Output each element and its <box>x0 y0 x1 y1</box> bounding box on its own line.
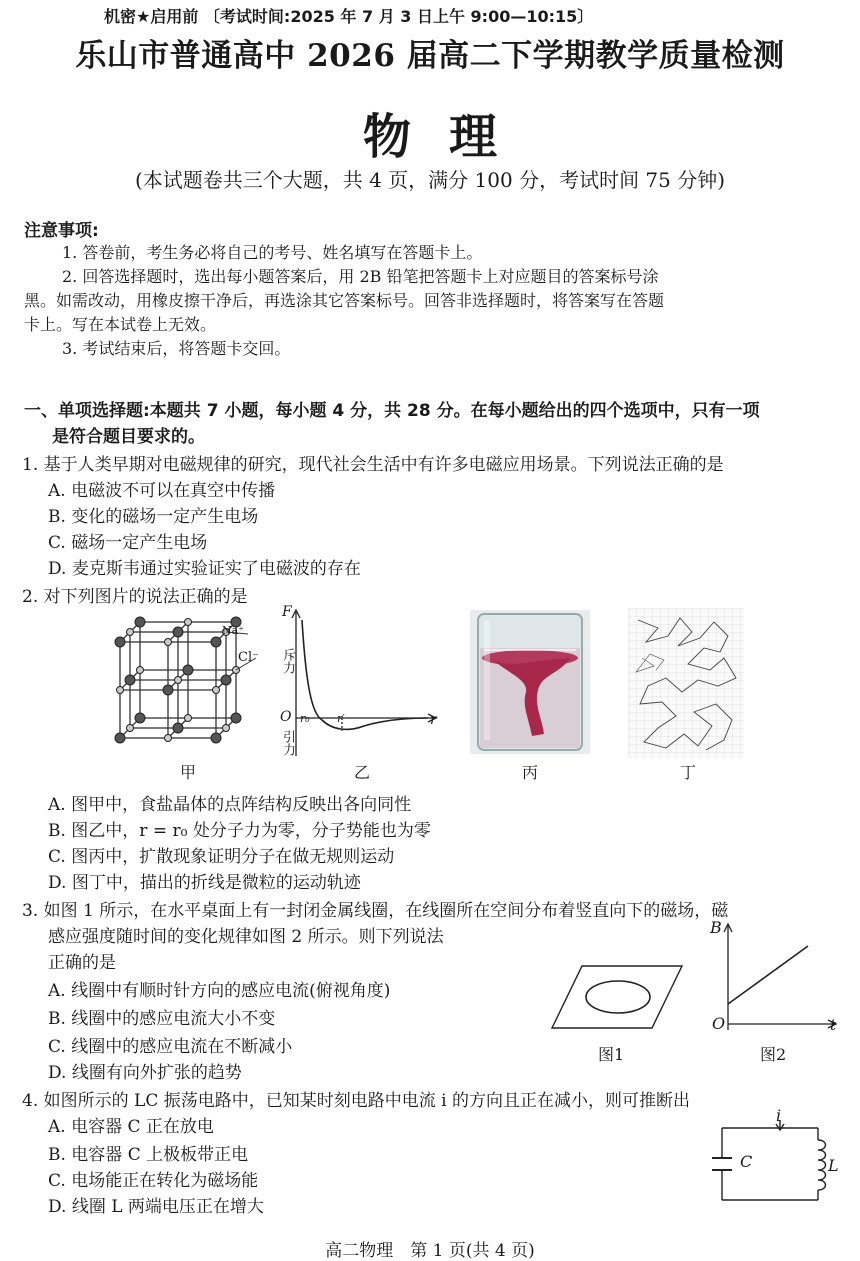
lc-circuit-diagram <box>700 1118 840 1208</box>
coil-on-table-figure <box>548 962 686 1034</box>
section-heading-line-2: 是符合题目要求的。 <box>52 427 205 447</box>
subject-title: 物理 <box>362 109 535 165</box>
q3-fig2-label: 图2 <box>760 1045 787 1064</box>
q1-option-b: B. 变化的磁场一定产生电场 <box>48 507 259 527</box>
exam-info: (本试题卷共三个大题，共 4 页，满分 100 分，考试时间 75 分钟) <box>134 168 726 192</box>
q4-option-a: A. 电容器 C 正在放电 <box>48 1117 214 1137</box>
r0-label: r₀ <box>300 712 310 725</box>
fig-label-jia: 甲 <box>180 763 197 782</box>
fig-label-yi: 乙 <box>354 763 371 782</box>
q2-stem: 2. 对下列图片的说法正确的是 <box>22 587 248 607</box>
q2-option-a: A. 图甲中，食盐晶体的点阵结构反映出各向同性 <box>48 795 412 815</box>
q3-stem-line-2: 感应强度随时间的变化规律如图 2 所示。则下列说法 <box>48 927 444 947</box>
brownian-motion-trace <box>628 608 744 758</box>
b-t-origin-label: O <box>712 1014 726 1033</box>
q3-option-c: C. 线圈中的感应电流在不断减小 <box>48 1037 293 1057</box>
note-2-line-1: 2. 回答选择题时，选出每小题答案后，用 2B 铅笔把答题卡上对应题目的答案标号涂 <box>62 267 659 286</box>
q1-option-d: D. 麦克斯韦通过实验证实了电磁波的存在 <box>48 559 361 579</box>
section-heading-line-1: 一、单项选择题:本题共 7 小题，每小题 4 分，共 28 分。在每小题给出的四个选项中，只有一项 <box>24 401 760 421</box>
q2-option-d: D. 图丁中，描出的折线是微粒的运动轨迹 <box>48 873 361 893</box>
fig-label-ding: 丁 <box>680 763 697 782</box>
q3-option-d: D. 线圈有向外扩张的趋势 <box>48 1063 242 1083</box>
q2-option-b: B. 图乙中，r = r₀ 处分子力为零，分子势能也为零 <box>48 821 431 841</box>
t-axis-label: t <box>830 1016 837 1034</box>
q1-option-a: A. 电磁波不可以在真空中传播 <box>48 481 276 501</box>
q3-stem-line-1: 3. 如图 1 所示，在水平桌面上有一封闭金属线圈，在线圈所在空间分布着竖直向下的磁场，磁 <box>22 901 729 921</box>
axis-f-label: F <box>282 604 292 620</box>
q4-option-b: B. 电容器 C 上极板带正电 <box>48 1145 249 1165</box>
q1-stem: 1. 基于人类早期对电磁规律的研究，现代社会生活中有许多电磁应用场景。下列说法正确的是 <box>22 455 724 475</box>
current-i-label: i <box>776 1106 782 1125</box>
note-2-line-3: 卡上。写在本试卷上无效。 <box>24 315 217 334</box>
q1-option-c: C. 磁场一定产生电场 <box>48 533 208 553</box>
q3-option-b: B. 线圈中的感应电流大小不变 <box>48 1009 276 1029</box>
diffusion-beaker-photo <box>470 610 590 754</box>
b-t-graph <box>712 920 842 1036</box>
repulsion-label: 斥力 <box>280 648 295 674</box>
inductor-l-label: L <box>828 1156 839 1175</box>
q3-stem-line-3: 正确的是 <box>48 953 116 973</box>
capacitor-c-label: C <box>740 1152 753 1171</box>
force-distance-graph <box>272 606 444 766</box>
notes-heading: 注意事项: <box>24 221 99 241</box>
q2-option-c: C. 图丙中，扩散现象证明分子在做无规则运动 <box>48 847 395 867</box>
q4-stem: 4. 如图所示的 LC 振荡电路中，已知某时刻电路中电流 i 的方向且正在减小，则可推断出 <box>22 1091 690 1111</box>
note-2-line-2: 黑。如需改动，用橡皮擦干净后，再选涂其它答案标号。回答非选择题时，将答案写在答题 <box>24 291 665 310</box>
r-prime-label: r′ <box>337 712 345 725</box>
exam-title: 乐山市普通高中 2026 届高二下学期教学质量检测 <box>75 38 785 74</box>
na-ion-label: Na⁺ <box>222 624 244 637</box>
q4-option-c: C. 电场能正在转化为磁场能 <box>48 1171 259 1191</box>
axis-r-label: r <box>430 712 437 728</box>
confidential-line: 机密★启用前 〔考试时间:2025 年 7 月 3 日上午 9:00—10:15〕 <box>104 7 594 26</box>
note-1: 1. 答卷前，考生务必将自己的考号、姓名填写在答题卡上。 <box>62 243 483 262</box>
origin-label: O <box>280 709 292 725</box>
fig-label-bing: 丙 <box>522 763 539 782</box>
attraction-label: 引力 <box>280 730 295 756</box>
note-3: 3. 考试结束后，将答题卡交回。 <box>62 339 291 358</box>
cl-ion-label: Cl⁻ <box>238 650 259 665</box>
q4-option-d: D. 线圈 L 两端电压正在增大 <box>48 1197 264 1217</box>
b-axis-label: B <box>710 918 722 937</box>
page-footer: 高二物理 第 1 页(共 4 页) <box>325 1241 535 1261</box>
q3-fig1-label: 图1 <box>598 1045 625 1064</box>
q3-option-a: A. 线圈中有顺时针方向的感应电流(俯视角度) <box>48 981 391 1001</box>
nacl-lattice-figure <box>110 612 280 752</box>
